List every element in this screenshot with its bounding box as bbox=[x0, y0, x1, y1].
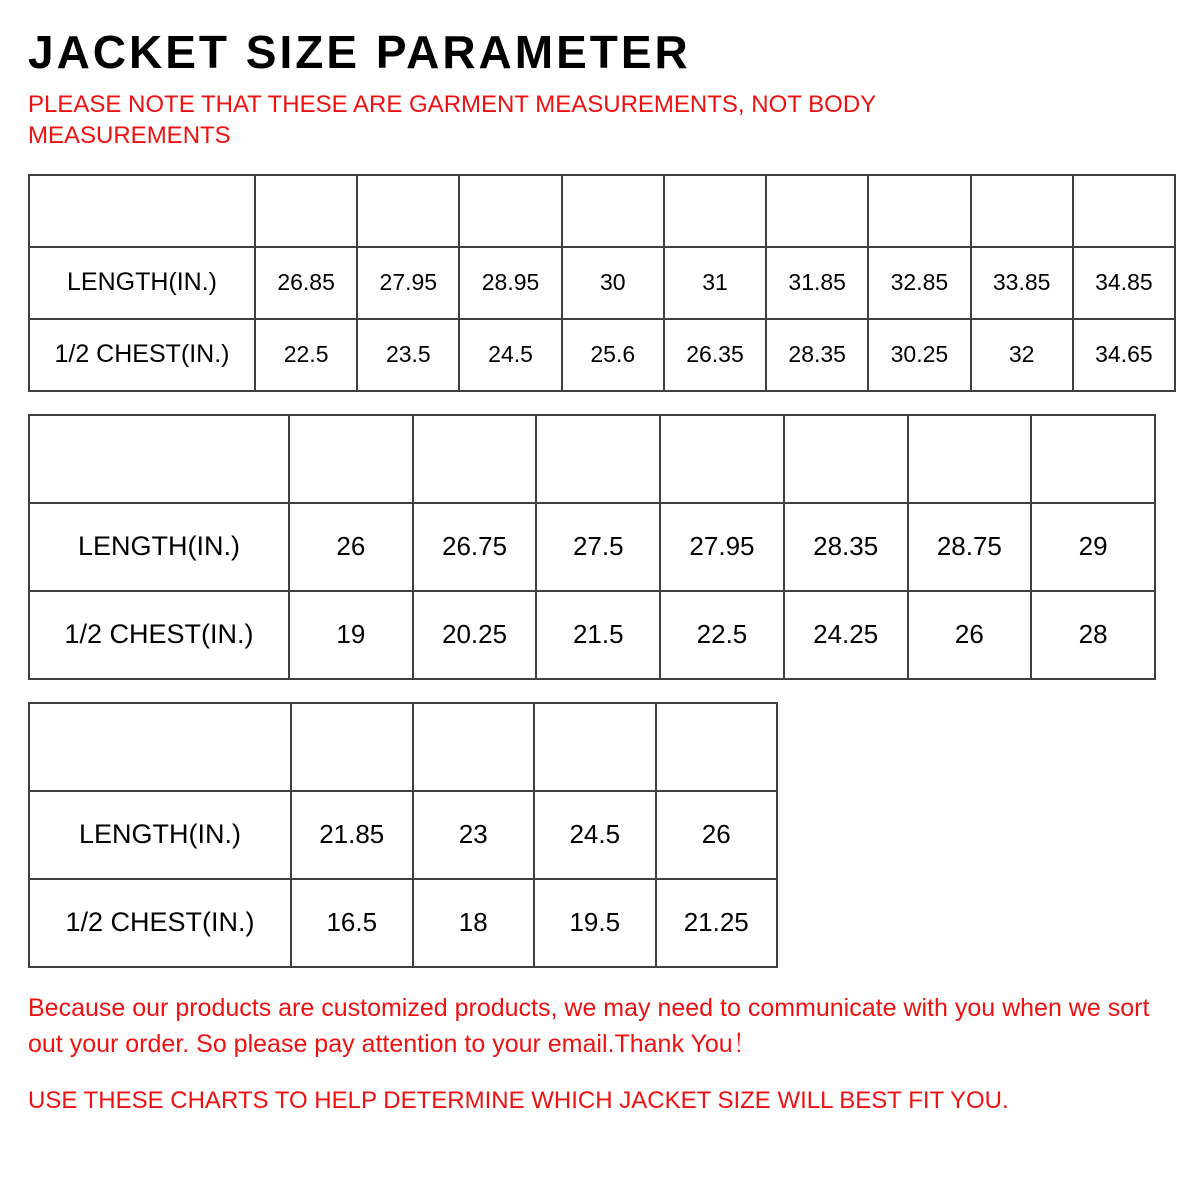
table-cell: 30.25 bbox=[868, 319, 970, 391]
table-cell: 23 bbox=[413, 791, 535, 879]
table-header-cell: 3XL bbox=[766, 175, 868, 247]
table-header-cell: YOUTH bbox=[29, 703, 291, 791]
table-header-cell: 18–20 bbox=[656, 703, 778, 791]
measurement-note: PLEASE NOTE THAT THESE ARE GARMENT MEASUREMENTS, NOT BODY MEASUREMENTS bbox=[28, 91, 876, 150]
table-header-cell: S bbox=[289, 415, 413, 503]
mens-table-body bbox=[29, 175, 1175, 391]
table-cell: 28.35 bbox=[766, 319, 868, 391]
table-cell: 21.5 bbox=[536, 591, 660, 679]
table-cell: 34.65 bbox=[1073, 319, 1175, 391]
womens-table-body bbox=[29, 415, 1155, 679]
chart-usage-note: USE THESE CHARTS TO HELP DETERMINE WHICH JACKET SIZE WILL BEST FIT YOU. bbox=[28, 1087, 1009, 1115]
table-header-row bbox=[29, 175, 1175, 247]
table-header-cell: 3XL bbox=[908, 415, 1032, 503]
table-cell: 28.95 bbox=[459, 247, 561, 319]
table-header-cell: 8 bbox=[291, 703, 413, 791]
table-cell: 16.5 bbox=[291, 879, 413, 967]
table-cell: 20.25 bbox=[413, 591, 537, 679]
table-cell: 32.85 bbox=[868, 247, 970, 319]
table-cell: 26.75 bbox=[413, 503, 537, 591]
table-cell: 27.95 bbox=[660, 503, 784, 591]
table-cell: 34.85 bbox=[1073, 247, 1175, 319]
row-label: LENGTH(IN.) bbox=[29, 247, 255, 319]
table-cell: 24.5 bbox=[534, 791, 656, 879]
table-header-cell: 2XL bbox=[664, 175, 766, 247]
table-cell: 30 bbox=[562, 247, 664, 319]
row-label: LENGTH(IN.) bbox=[29, 791, 291, 879]
table-header-cell: L bbox=[459, 175, 561, 247]
table-cell: 25.6 bbox=[562, 319, 664, 391]
table-header-cell: XL bbox=[660, 415, 784, 503]
table-cell: 22.5 bbox=[660, 591, 784, 679]
table-cell: 19.5 bbox=[534, 879, 656, 967]
youth-size-table bbox=[28, 702, 778, 968]
table-header-cell: M bbox=[413, 415, 537, 503]
table-header-cell: 14–16 bbox=[534, 703, 656, 791]
table-cell: 32 bbox=[971, 319, 1073, 391]
mens-size-table bbox=[28, 174, 1176, 392]
table-header-cell: 2XL bbox=[784, 415, 908, 503]
row-label: 1/2 CHEST(IN.) bbox=[29, 319, 255, 391]
table-header-row bbox=[29, 415, 1155, 503]
table-header-cell: 4XL bbox=[868, 175, 970, 247]
table-cell: 28.35 bbox=[784, 503, 908, 591]
table-cell: 27.5 bbox=[536, 503, 660, 591]
table-row bbox=[29, 503, 1155, 591]
table-header-cell: 5XL bbox=[971, 175, 1073, 247]
table-cell: 26.85 bbox=[255, 247, 357, 319]
table-header-cell: 4XL bbox=[1031, 415, 1155, 503]
table-cell: 26 bbox=[289, 503, 413, 591]
table-row bbox=[29, 791, 777, 879]
row-label: 1/2 CHEST(IN.) bbox=[29, 591, 289, 679]
table-cell: 28 bbox=[1031, 591, 1155, 679]
table-cell: 18 bbox=[413, 879, 535, 967]
table-cell: 28.75 bbox=[908, 503, 1032, 591]
table-cell: 27.95 bbox=[357, 247, 459, 319]
table-header-cell: S bbox=[255, 175, 357, 247]
table-cell: 23.5 bbox=[357, 319, 459, 391]
table-row bbox=[29, 879, 777, 967]
table-cell: 33.85 bbox=[971, 247, 1073, 319]
table-header-cell: 10–12 bbox=[413, 703, 535, 791]
table-cell: 31.85 bbox=[766, 247, 868, 319]
table-cell: 26 bbox=[656, 791, 778, 879]
table-row bbox=[29, 319, 1175, 391]
table-cell: 19 bbox=[289, 591, 413, 679]
table-row bbox=[29, 591, 1155, 679]
table-header-cell: L bbox=[536, 415, 660, 503]
page-title: JACKET SIZE PARAMETER bbox=[28, 26, 691, 78]
table-cell: 26.35 bbox=[664, 319, 766, 391]
table-cell: 31 bbox=[664, 247, 766, 319]
table-header-cell: M bbox=[357, 175, 459, 247]
table-cell: 21.85 bbox=[291, 791, 413, 879]
customization-note: Because our products are customized products, we may need to communicate with you when we sort out your order. So please pay attention to your email.Thank You！ bbox=[28, 993, 1150, 1058]
table-header-cell: MEN’S bbox=[29, 175, 255, 247]
row-label: 1/2 CHEST(IN.) bbox=[29, 879, 291, 967]
table-cell: 26 bbox=[908, 591, 1032, 679]
youth-table-body bbox=[29, 703, 777, 967]
table-header-cell: XL bbox=[562, 175, 664, 247]
table-header-cell: WOMEN’S bbox=[29, 415, 289, 503]
table-header-cell: 6XL bbox=[1073, 175, 1175, 247]
row-label: LENGTH(IN.) bbox=[29, 503, 289, 591]
table-cell: 29 bbox=[1031, 503, 1155, 591]
table-row bbox=[29, 247, 1175, 319]
table-cell: 24.25 bbox=[784, 591, 908, 679]
table-header-row bbox=[29, 703, 777, 791]
table-cell: 21.25 bbox=[656, 879, 778, 967]
table-cell: 22.5 bbox=[255, 319, 357, 391]
table-cell: 24.5 bbox=[459, 319, 561, 391]
womens-size-table bbox=[28, 414, 1156, 680]
